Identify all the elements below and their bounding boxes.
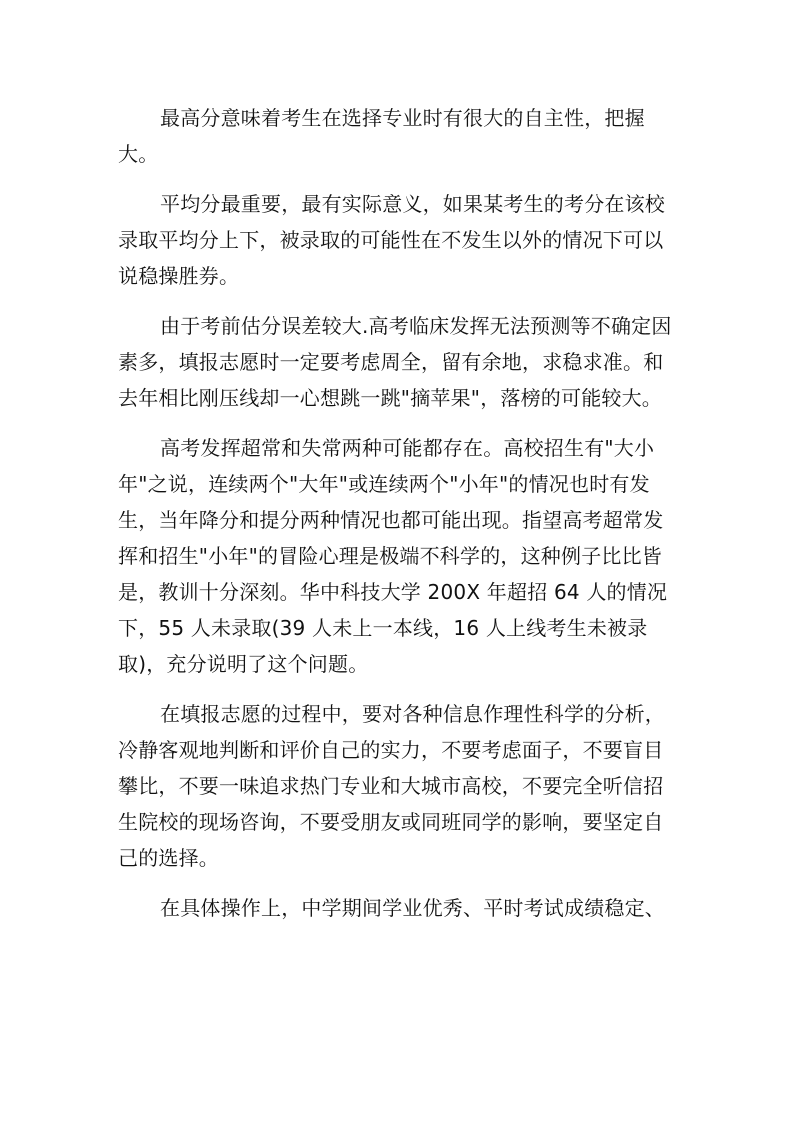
- paragraph-2: 平均分最重要，最有实际意义，如果某考生的考分在该校录取平均分上下，被录取的可能性在不发生以外的情况下可以说稳操胜券。: [118, 192, 665, 288]
- document-body: [118, 100, 678, 940]
- paragraph-5: 在填报志愿的过程中，要对各种信息作理性科学的分析，冷静客观地判断和评价自己的实力，不要考虑面子，不要盲目攀比，不要一味追求热门专业和大城市高校，不要完全听信招生院校的现场咨询，不要受朋友或同班同学的影响，要坚定自己的选择。: [118, 702, 665, 870]
- paragraph-6: 在具体操作上，中学期间学业优秀、平时考试成绩稳定、: [160, 896, 665, 920]
- paragraph-4: 高考发挥超常和失常两种可能都存在。高校招生有"大小年"之说，连续两个"大年"或连续两个"小年"的情况也时有发生，当年降分和提分两种情况也都可能出现。指望高考超常发挥和招生"小年"的冒险心理是极端不科学的，这种例子比比皆是，教训十分深刻。华中科技大学 200X 年超招 64 人的情况下，55 人未录取(39 人未上一本线，16 人上线考生未被录取)，充分说明了这个问题。: [118, 436, 668, 676]
- paragraph-1: 最高分意味着考生在选择专业时有很大的自主性，把握大。: [118, 106, 645, 166]
- paragraph-3: 由于考前估分误差较大.高考临床发挥无法预测等不确定因素多，填报志愿时一定要考虑周全，留有余地，求稳求准。和去年相比刚压线却一心想跳一跳"摘苹果"，落榜的可能较大。: [118, 314, 672, 410]
